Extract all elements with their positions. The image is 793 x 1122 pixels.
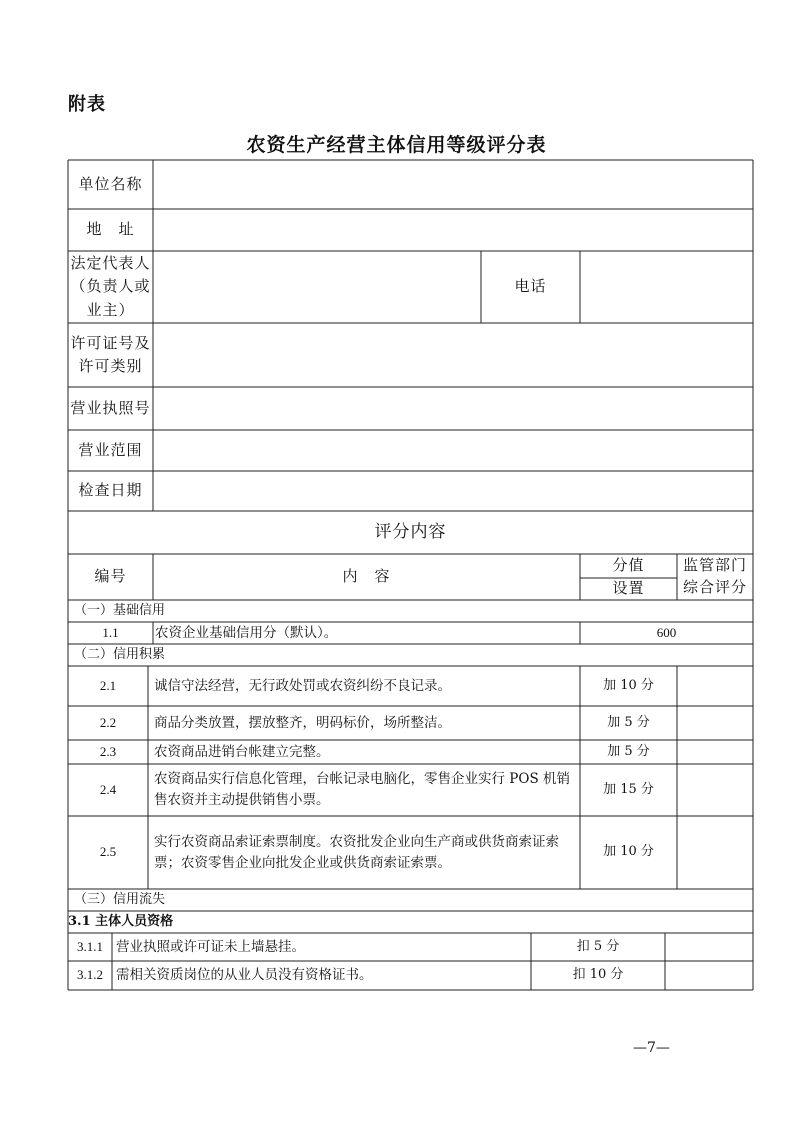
number-column-header: 编号 [94,567,127,586]
license-label [68,323,153,387]
subsection-personnel-qualification: 3.1 主体人员资格 [68,913,174,929]
license-label-line2: 许可类别 [78,357,143,375]
row-2-3-score: 加 5 分 [607,743,650,759]
row-2-5-score: 加 10 分 [603,844,654,860]
legal-representative-label-line3: 业主） [86,300,135,319]
row-2-4-content-line1: 农资商品实行信息化管理，台帐记录电脑化，零售企业实行 POS 机销 [154,771,570,788]
legal-representative-label-line1: 法定代表人 [70,254,151,273]
row-2-5-content-line2: 票；农资零售企业向批发企业或供货商索证索票。 [154,854,451,871]
row-2-1-id: 2.1 [99,677,117,693]
section-credit-accumulation: （二）信用积累 [74,646,166,662]
section-credit-loss: （三）信用流失 [74,891,166,907]
row-3-1-1-id: 3.1.1 [77,938,103,954]
score-column-header-line1: 分值 [612,556,645,575]
content-column-header: 内 容 [342,567,391,586]
document-title: 农资生产经营主体信用等级评分表 [246,134,547,156]
row-3-1-1-content: 营业执照或许可证未上墙悬挂。 [116,938,305,955]
row-2-2-id: 2.2 [99,714,117,730]
row-3-1-2-id: 3.1.2 [77,967,103,983]
row-3-1-2-score: 扣 10 分 [572,967,624,983]
row-2-2-score: 加 5 分 [607,714,650,730]
page-number: —7— [633,1040,670,1056]
row-2-3-id: 2.3 [99,743,117,759]
row-2-3-content: 农资商品进销台帐建立完整。 [154,743,330,760]
legal-representative-label [68,251,153,323]
license-label-line1: 许可证号及 [70,333,151,352]
row-2-2-content: 商品分类放置，摆放整齐，明码标价，场所整洁。 [154,714,451,731]
phone-label: 电话 [514,277,547,296]
row-2-5-content-line1: 实行农资商品索证索票制度。农资批发企业向生产商或供货商索证索 [154,833,559,850]
row-1-1-score: 600 [656,624,677,640]
row-2-4-id: 2.4 [99,781,117,797]
address-label: 地 址 [86,220,135,239]
scoring-section-title: 评分内容 [374,522,447,543]
business-license-label: 营业执照号 [70,398,151,417]
row-2-5-content [148,816,580,889]
row-2-1-score: 加 10 分 [603,677,654,693]
dept-score-header-line2: 综合评分 [682,578,747,596]
row-1-1-id: 1.1 [102,624,119,640]
score-column-header-line2: 设置 [612,579,645,598]
row-2-4-content-line2: 售农资并主动提供销售小票。 [154,792,330,808]
business-scope-label: 营业范围 [78,440,143,459]
inspection-date-label: 检查日期 [78,481,143,500]
row-2-4-score: 加 15 分 [603,781,654,797]
legal-representative-label-line2: （负责人或 [70,277,151,296]
row-2-4-content [148,764,580,816]
dept-score-header-line1: 监管部门 [682,556,747,575]
row-2-1-content: 诚信守法经营，无行政处罚或农资纠纷不良记录。 [154,677,451,694]
dept-score-column-header [677,554,753,600]
row-2-5-id: 2.5 [99,844,117,860]
row-1-1-content: 农资企业基础信用分（默认）。 [155,624,338,641]
row-3-1-2-content: 需相关资质岗位的从业人员没有资格证书。 [116,967,373,984]
page-label: 附表 [68,94,106,115]
row-3-1-1-score: 扣 5 分 [576,938,620,954]
section-basic-credit: （一）基础信用 [74,602,166,618]
unit-name-label: 单位名称 [78,174,143,193]
